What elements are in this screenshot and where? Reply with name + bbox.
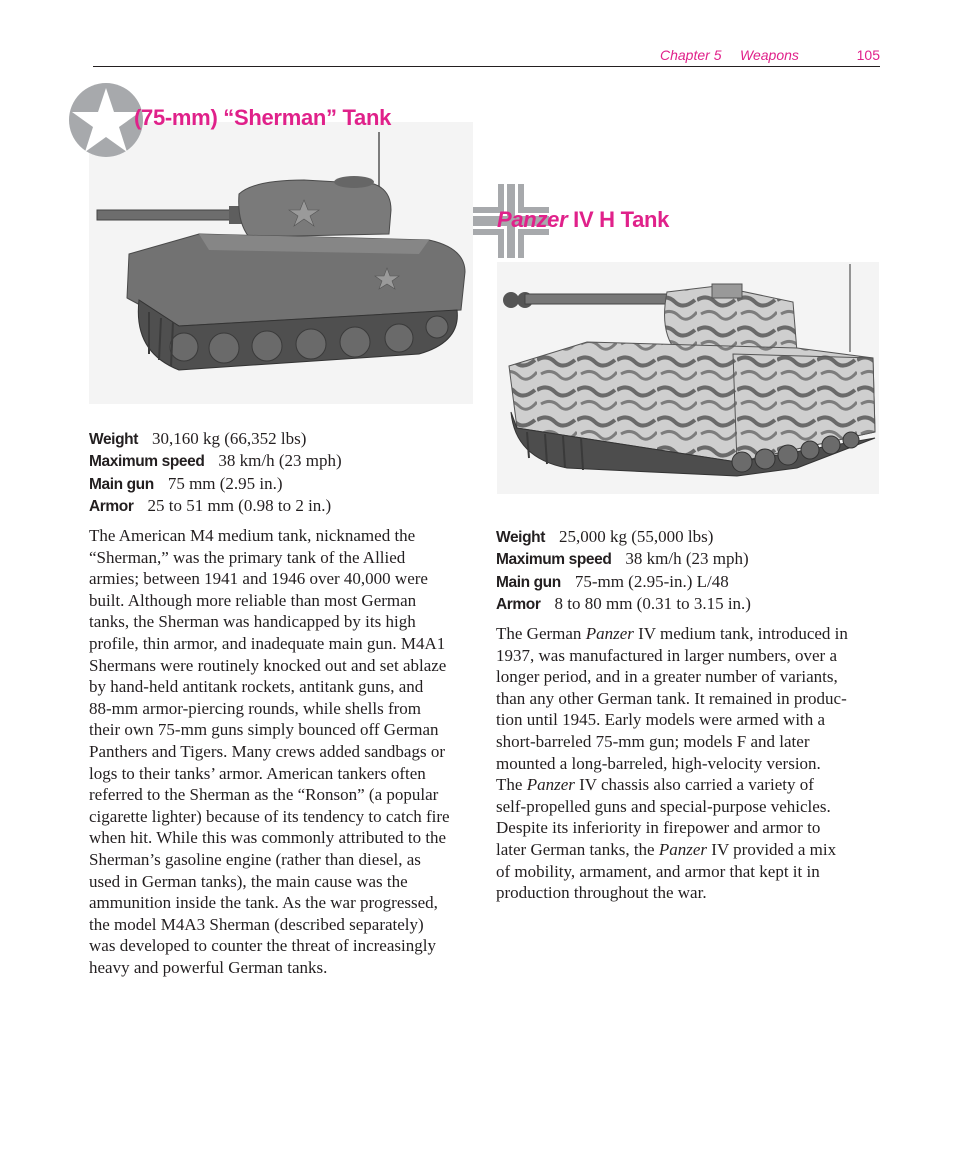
body-line: cigarette lighter) because of its tendency to catch fire <box>89 806 450 826</box>
spec-row <box>89 473 342 495</box>
panzer-title <box>497 207 669 233</box>
sherman-specs <box>89 428 342 518</box>
body-line: Sherman’s gasoline engine (rather than diesel, as <box>89 849 421 869</box>
panzer-title-italic: Panzer <box>497 207 568 232</box>
body-run: IV chassis also carried a variety of <box>574 775 814 795</box>
spec-label: Main gun <box>89 475 154 493</box>
spec-label: Maximum speed <box>496 551 612 569</box>
spec-value: 75 mm (2.95 in.) <box>167 473 283 493</box>
body-line: was developed to counter the threat of increasingly <box>89 936 436 956</box>
body-line <box>496 688 886 710</box>
body-line: heavy and powerful German tanks. <box>89 957 328 977</box>
body-line: armies; between 1941 and 1946 over 40,000 were <box>89 569 428 589</box>
body-run: longer period, and in a greater number of variants, <box>496 667 838 687</box>
body-run: tion until 1945. Early models were armed with a <box>496 710 826 730</box>
body-line <box>496 709 886 731</box>
body-line <box>496 666 886 688</box>
body-line: their own 75-mm guns simply bounced off German <box>89 720 439 740</box>
body-run: self-propelled guns and special-purpose vehicles. <box>496 796 831 816</box>
body-line <box>496 861 886 883</box>
spec-label: Armor <box>89 498 134 516</box>
body-line <box>496 731 886 753</box>
panzer-title-rest: IV H Tank <box>567 207 670 232</box>
body-line <box>496 753 886 775</box>
body-run: of mobility, armament, and armor that kept it in <box>496 861 820 881</box>
spec-value: 75-mm (2.95-in.) L/48 <box>574 571 729 591</box>
us-star-icon <box>68 82 144 158</box>
body-run: later German tanks, the <box>496 839 659 859</box>
body-run: production throughout the war. <box>496 883 707 903</box>
spec-label: Weight <box>496 529 545 546</box>
spec-label: Main gun <box>496 573 561 591</box>
spec-row <box>496 548 751 570</box>
spec-label: Armor <box>496 596 541 614</box>
body-line <box>496 796 886 818</box>
body-line <box>496 882 886 904</box>
running-head-section: Weapons <box>740 47 799 63</box>
italic-term: Panzer <box>585 624 634 643</box>
body-line: ammunition inside the tank. As the war progressed, <box>89 893 438 913</box>
body-line: Shermans were routinely knocked out and set ablaze <box>89 655 447 675</box>
spec-row <box>496 526 751 548</box>
body-line <box>496 645 886 667</box>
body-line: when hit. While this was commonly attributed to the <box>89 828 447 848</box>
body-run: IV medium tank, introduced in <box>633 624 848 643</box>
spec-row <box>89 450 342 472</box>
sherman-title <box>134 105 391 131</box>
panzer-tank-photo <box>497 262 879 494</box>
body-line: The American M4 medium tank, nicknamed the <box>89 526 416 545</box>
body-line: tanks, the Sherman was handicapped by its high <box>89 612 416 632</box>
body-line: built. Although more reliable than most German <box>89 590 417 610</box>
body-line: used in German tanks), the main cause was the <box>89 871 408 891</box>
page-number: 105 <box>856 47 880 63</box>
body-run: The <box>496 775 527 795</box>
spec-row <box>496 571 751 593</box>
body-line: “Sherman,” was the primary tank of the Allied <box>89 547 406 567</box>
body-run: The German <box>496 624 586 643</box>
spec-value: 38 km/h (23 mph) <box>218 451 342 471</box>
body-line: by hand-held antitank rockets, antitank guns, and <box>89 677 424 697</box>
body-line <box>496 817 886 839</box>
sherman-title-text: (75-mm) “Sherman” Tank <box>134 105 392 130</box>
body-line: logs to their tanks’ armor. American tankers often <box>89 763 426 783</box>
body-line: 88-mm armor-piercing rounds, while shells from <box>89 698 422 718</box>
body-line <box>496 839 886 861</box>
spec-value: 25,000 kg (55,000 lbs) <box>558 527 714 546</box>
italic-term: Panzer <box>526 775 575 795</box>
body-run: than any other German tank. It remained in produc- <box>496 688 847 708</box>
body-line <box>496 623 886 645</box>
body-run: IV provided a mix <box>707 839 837 859</box>
body-line: profile, thin armor, and inadequate main gun. M4A1 <box>89 633 446 653</box>
body-line: referred to the Sherman as the “Ronson” (a popular <box>89 785 439 805</box>
spec-row <box>496 593 751 615</box>
spec-row <box>89 428 342 450</box>
running-head-chapter: Chapter 5 <box>660 47 722 63</box>
body-line <box>496 774 886 796</box>
spec-value: 8 to 80 mm (0.31 to 3.15 in.) <box>554 594 751 614</box>
italic-term: Panzer <box>658 839 708 859</box>
spec-row <box>89 495 342 517</box>
sherman-tank-photo <box>89 122 473 404</box>
body-run: Despite its inferiority in firepower and armor to <box>496 818 821 838</box>
running-head <box>93 46 880 67</box>
body-line: Panthers and Tigers. Many crews added sandbags or <box>89 741 445 761</box>
body-run: short-barreled 75-mm gun; models F and later <box>496 731 810 751</box>
spec-label: Maximum speed <box>89 453 205 471</box>
spec-label: Weight <box>89 431 138 448</box>
panzer-specs <box>496 526 751 616</box>
body-line: the model M4A3 Sherman (described separately) <box>89 914 424 934</box>
body-run: 1937, was manufactured in larger numbers, over a <box>496 645 837 665</box>
spec-value: 38 km/h (23 mph) <box>625 549 749 569</box>
spec-value: 30,160 kg (66,352 lbs) <box>151 429 307 448</box>
body-run: mounted a long-barreled, high-velocity version. <box>496 753 821 773</box>
spec-value: 25 to 51 mm (0.98 to 2 in.) <box>147 496 332 516</box>
panzer-body-text <box>496 623 886 904</box>
sherman-body-text <box>89 525 479 978</box>
